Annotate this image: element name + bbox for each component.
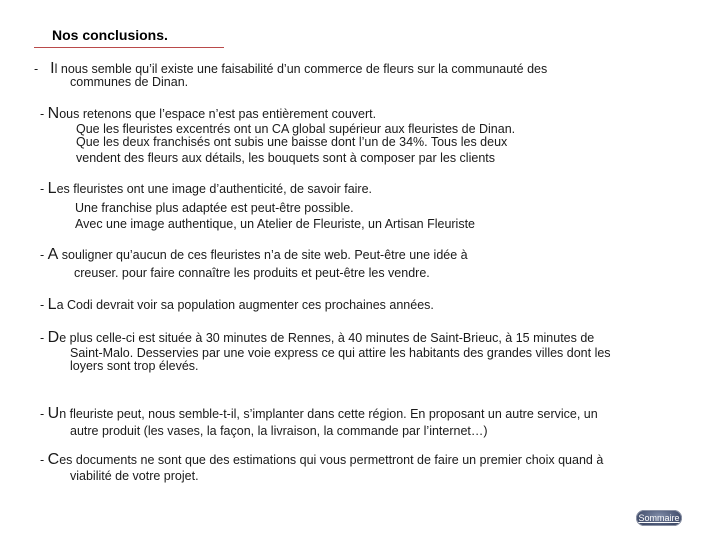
- item-6-initial: D: [47, 329, 60, 346]
- item-3-text: es fleuristes ont une image d’authenticité, de savoir faire.: [56, 182, 373, 196]
- item-7-initial: U: [47, 405, 60, 422]
- item-7-cont-1: autre produit (les vases, la façon, la livraison, la commande par l’internet…): [70, 424, 488, 438]
- item-8-cont-1: viabilité de votre projet.: [70, 469, 199, 483]
- page-title: Nos conclusions.: [52, 27, 168, 43]
- summary-button[interactable]: Sommaire: [636, 510, 682, 526]
- item-8-dash: -: [40, 453, 45, 467]
- item-6-dash: -: [40, 331, 45, 345]
- item-4-dash: -: [40, 248, 45, 262]
- item-6-text: e plus celle-ci est située à 30 minutes de Rennes, à 40 minutes de Saint-Brieuc, à 15 minutes de: [59, 331, 595, 345]
- item-5-line: [40, 298, 434, 312]
- item-5-initial: L: [47, 296, 57, 313]
- title-underline: [34, 47, 224, 48]
- item-2-cont-1: Que les fleuristes excentrés ont un CA global supérieur aux fleuristes de Dinan.: [76, 122, 516, 136]
- item-6-cont-1: Saint-Malo. Desservies par une voie express ce qui attire les habitants des grandes villes dont les: [70, 346, 611, 360]
- item-3-dash: -: [40, 182, 45, 196]
- item-8-text: es documents ne sont que des estimations qui vous permettront de faire un premier choix quand à: [59, 453, 604, 467]
- item-3-line: [40, 182, 372, 196]
- item-1-line: [34, 62, 547, 76]
- item-2-text: ous retenons que l’espace n’est pas entièrement couvert.: [59, 107, 377, 121]
- item-5-dash: -: [40, 298, 45, 312]
- item-7-line: [40, 407, 598, 421]
- item-2-cont-3: vendent des fleurs aux détails, les bouquets sont à composer par les clients: [76, 151, 495, 165]
- item-4-text: souligner qu’aucun de ces fleuristes n’a de site web. Peut-être une idée à: [58, 248, 468, 262]
- item-8-line: [40, 453, 603, 467]
- item-2-line: [40, 107, 376, 121]
- item-3-cont-2: Avec une image authentique, un Atelier de Fleuriste, un Artisan Fleuriste: [75, 217, 476, 231]
- item-2-dash: -: [40, 107, 45, 121]
- item-1-text: l nous semble qu’il existe une faisabilité d’un commerce de fleurs sur la communauté des: [54, 62, 548, 76]
- item-1-initial: I: [50, 60, 55, 77]
- item-4-initial: A: [47, 246, 59, 263]
- item-2-initial: N: [47, 105, 60, 122]
- item-3-cont-1: Une franchise plus adaptée est peut-être possible.: [75, 201, 354, 215]
- item-4-cont-1: creuser. pour faire connaître les produits et peut-être les vendre.: [74, 266, 430, 280]
- item-8-initial: C: [47, 451, 60, 468]
- item-3-initial: L: [47, 180, 57, 197]
- item-7-text: n fleuriste peut, nous semble-t-il, s’implanter dans cette région. En proposant un autre service, un: [59, 407, 598, 421]
- item-6-cont-2: loyers sont trop élevés.: [70, 359, 199, 373]
- item-1-cont-1: communes de Dinan.: [70, 75, 189, 89]
- item-7-dash: -: [40, 407, 45, 421]
- item-4-line: [40, 248, 468, 262]
- item-2-cont-2: Que les deux franchisés ont subis une baisse dont l’un de 34%. Tous les deux: [76, 135, 508, 149]
- item-5-text: a Codi devrait voir sa population augmenter ces prochaines années.: [56, 298, 434, 312]
- item-1-dash: -: [34, 62, 39, 76]
- item-6-line: [40, 331, 594, 345]
